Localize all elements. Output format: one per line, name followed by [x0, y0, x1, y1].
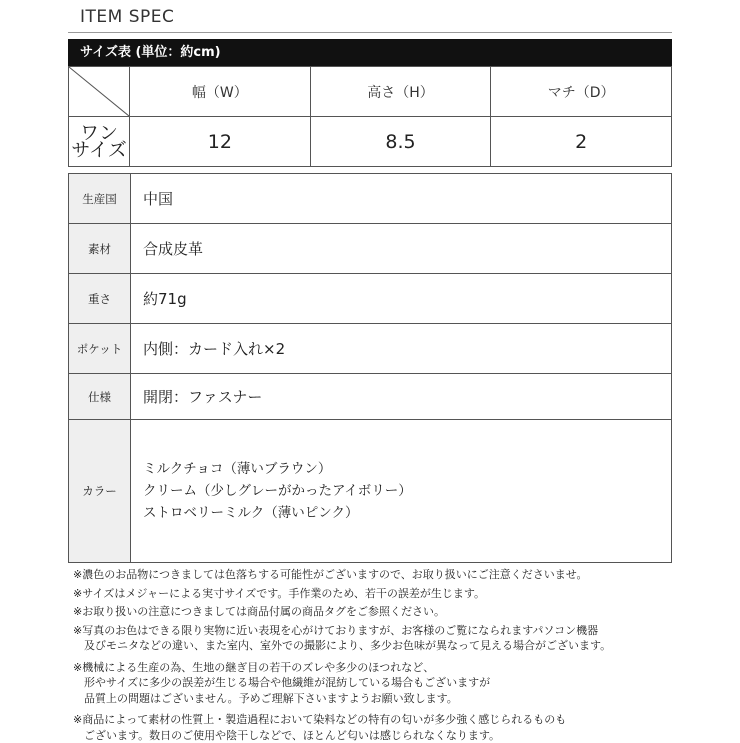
- spec-value: 開閉：ファスナー: [143, 388, 263, 406]
- spec-label: 仕様: [69, 374, 131, 419]
- note-item: ※商品によって素材の性質上・製造過程において染料などの特有の匂いが多少強く感じられるものも ございます。数日のご使用や陰干しなどで、ほとんど匂いは感じられなくなります。: [73, 713, 567, 742]
- column-header-width: 幅（W）: [130, 67, 311, 117]
- color-item: ミルクチョコ（薄いブラウン）: [143, 461, 332, 477]
- spec-label: 重さ: [69, 274, 131, 323]
- spec-value: 中国: [143, 190, 174, 208]
- spec-value: 合成皮革: [143, 240, 204, 258]
- spec-value: 内側：カード入れ×2: [143, 340, 286, 358]
- color-item: ストロベリーミルク（薄いピンク）: [143, 505, 359, 521]
- spec-row-closure: [69, 373, 671, 419]
- spec-row-weight: [69, 273, 671, 323]
- spec-label: 素材: [69, 224, 131, 273]
- value-width: 12: [130, 117, 311, 167]
- column-header-height: 高さ（H）: [310, 67, 491, 117]
- spec-row-origin: [69, 174, 671, 223]
- spec-table: [68, 173, 672, 563]
- note-item: ※お取り扱いの注意につきましては商品付属の商品タグをご参照ください。: [73, 605, 445, 618]
- note-item: ※写真のお色はできる限り実物に近い表現を心がけておりますが、お客様のご覧になられますパソコン機器 及びモニタなどの違い、また室内、室外での撮影により、多少お色味が異なって見える場合がございます。: [73, 623, 612, 652]
- spec-row-color: [69, 419, 671, 562]
- spec-label: ポケット: [69, 324, 131, 373]
- column-header-depth: マチ（D）: [491, 67, 672, 117]
- row-label-line: ワン: [79, 121, 118, 144]
- size-table: [68, 66, 672, 167]
- size-table-corner-cell: [69, 67, 130, 117]
- row-label-line: サイズ: [71, 138, 127, 161]
- corner-diagonal: [69, 67, 129, 116]
- size-table-caption: サイズ表 (単位：約cm): [68, 39, 672, 66]
- note-item: ※サイズはメジャーによる実寸サイズです。手作業のため、若干の誤差が生じます。: [73, 586, 486, 600]
- page-title: ITEM SPEC: [80, 7, 175, 27]
- spec-row-pocket: [69, 323, 671, 373]
- value-depth: 2: [491, 117, 672, 167]
- spec-label: 生産国: [69, 174, 131, 223]
- spec-row-material: [69, 223, 671, 273]
- note-item: ※濃色のお品物につきましては色落ちする可能性がございますので、お取り扱いにご注意くださいませ。: [73, 568, 588, 581]
- value-height: 8.5: [310, 117, 491, 167]
- title-divider: [68, 32, 672, 33]
- spec-value: [131, 420, 671, 562]
- notes: [73, 567, 713, 743]
- spec-label: カラー: [69, 420, 131, 562]
- color-list: [143, 459, 412, 523]
- spec-value: 約71g: [143, 290, 187, 308]
- row-label-one-size: [69, 117, 130, 167]
- note-item: ※機械による生産の為、生地の継ぎ目の若干のズレや多少のほつれなど、 形やサイズに多少の誤差が生じる場合や他繊維が混紡している場合もございますが 品質上の問題はございません。予めご理解下さいますようお願い致します。: [73, 660, 491, 705]
- color-item: クリーム（少しグレーがかったアイボリー）: [143, 483, 412, 499]
